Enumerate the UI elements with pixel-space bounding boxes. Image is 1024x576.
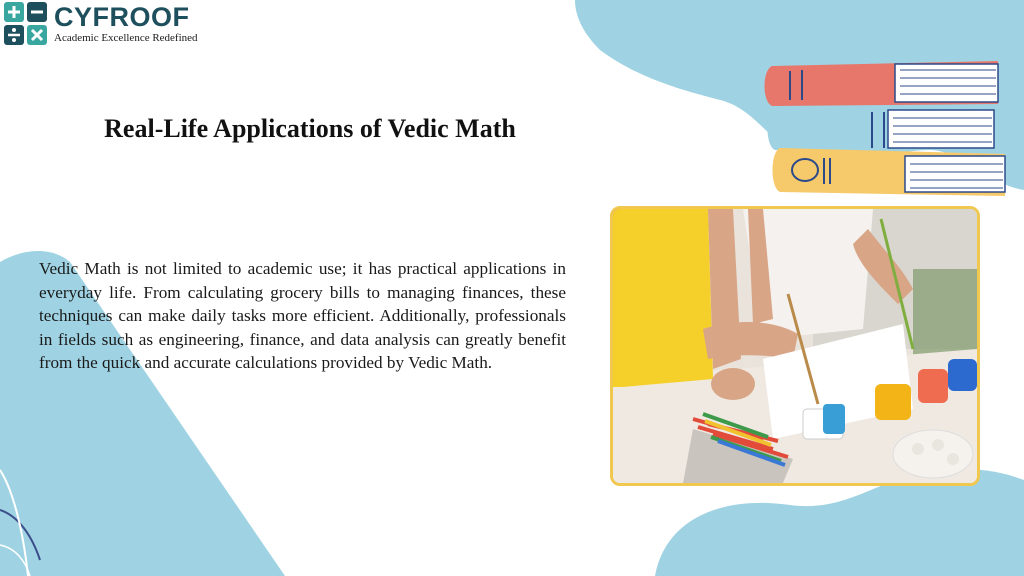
brand-name: CYFROOF bbox=[54, 2, 190, 32]
stacked-books-illustration bbox=[760, 56, 1010, 201]
photo-illustration bbox=[613, 209, 977, 483]
slide-body-text: Vedic Math is not limited to academic use; it has practical applications in everyday life. From calculating grocery bills to managing finances, these techniques can make daily tasks more efficient. Additionally, professionals in fields such as engineering, finance, and data analysis can greatly benefit from the quick and accurate calculations provided by Vedic Math. bbox=[39, 259, 566, 373]
children-painting-photo bbox=[610, 206, 980, 486]
brand-logo bbox=[4, 2, 204, 46]
slide-title: Real-Life Applications of Vedic Math bbox=[104, 114, 516, 143]
math-operators-icon bbox=[4, 2, 48, 46]
brand-tagline: Academic Excellence Redefined bbox=[54, 32, 198, 44]
